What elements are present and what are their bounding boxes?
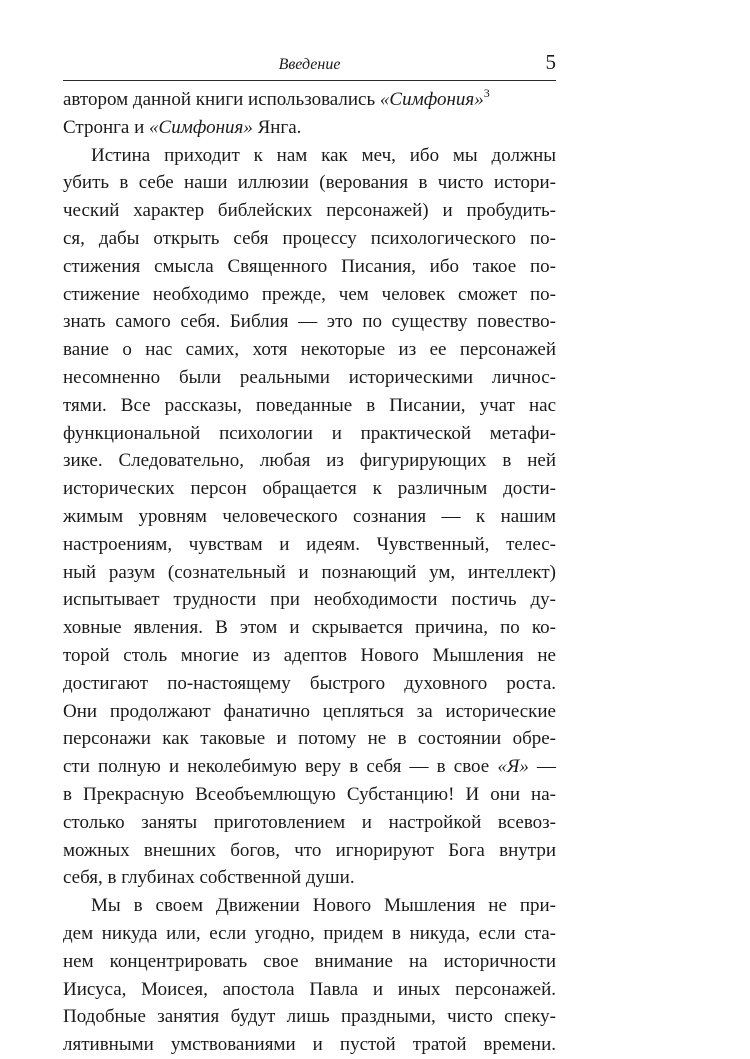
text-segment: испытывает трудности при необходимости постичь ду- [63, 589, 556, 611]
text-line [63, 197, 556, 225]
italic-text: «Я» [497, 756, 529, 778]
text-line [63, 725, 556, 753]
text-segment: торой столь многие из адептов Нового Мышления не [63, 644, 556, 666]
text-line [63, 920, 556, 948]
text-line [63, 559, 556, 587]
text-segment: тями. Все рассказы, поведанные в Писании, учат нас [63, 394, 556, 416]
text-segment: столько заняты приготовлением и настройкой всевоз- [63, 811, 556, 833]
text-line [63, 837, 556, 865]
text-segment: ный разум (сознательный и познающий ум, интеллект) [63, 561, 556, 583]
text-line [63, 753, 556, 781]
text-segment: можных внешних богов, что игнорируют Бога внутри [63, 839, 556, 861]
text-line [63, 614, 556, 642]
text-segment: Иисуса, Моисея, апостола Павла и иных персонажей. [63, 978, 556, 1000]
text-line [63, 1003, 556, 1031]
text-line [63, 142, 556, 170]
text-segment: достигают по-настоящему быстрого духовного роста. [63, 672, 556, 694]
text-segment: стижение необходимо прежде, чем человек сможет по- [63, 283, 556, 305]
text-line [63, 698, 556, 726]
text-line [63, 892, 556, 920]
text-segment: убить в себе наши иллюзии (верования в чисто истори- [63, 172, 556, 194]
text-line [63, 864, 556, 892]
italic-text: «Симфония» [149, 116, 253, 138]
text-segment: нем концентрировать свое внимание на историчности [63, 950, 556, 972]
text-segment: Они продолжают фанатично цепляться за исторические [63, 700, 556, 722]
text-line [63, 809, 556, 837]
text-segment: функциональной психологии и практической метафи- [63, 422, 556, 444]
text-line [63, 114, 556, 142]
text-segment: ся, дабы открыть себя процессу психологического по- [63, 227, 556, 249]
text-line [63, 308, 556, 336]
body-text [63, 86, 556, 1059]
footnote-ref: 3 [483, 86, 490, 100]
text-line [63, 642, 556, 670]
text-segment: несомненно были реальными историческими личнос- [63, 366, 556, 388]
text-line [63, 948, 556, 976]
text-line [63, 420, 556, 448]
text-segment: стижения смысла Священного Писания, ибо такое по- [63, 255, 556, 277]
text-line [63, 392, 556, 420]
text-segment: дем никуда или, если угодно, придем в никуда, если ста- [63, 922, 556, 944]
text-line [63, 447, 556, 475]
text-line [63, 364, 556, 392]
text-segment: знать самого себя. Библия — это по существу повество- [63, 311, 556, 333]
text-segment: сти полную и неколебимую веру в себя — в свое [63, 756, 498, 778]
text-line [63, 281, 556, 309]
text-segment: Янга. [252, 116, 302, 138]
text-line [63, 1031, 556, 1059]
text-line [63, 670, 556, 698]
text-segment: в Прекрасную Всеобъемлющую Субстанцию! И они на- [63, 783, 556, 805]
text-segment: вание о нас самих, хотя некоторые из ее персонажей [63, 339, 556, 361]
italic-text: «Симфония» [379, 89, 484, 110]
text-line [63, 586, 556, 614]
text-line [63, 225, 556, 253]
text-line [63, 503, 556, 531]
text-segment: автором данной книги использовались [63, 89, 380, 110]
text-segment: жимым уровням человеческого сознания — к нашим [63, 505, 556, 527]
text-segment: персонажи как таковые и потому не в состоянии обре- [63, 728, 556, 750]
text-segment: ческий характер библейских персонажей) и пробудить- [63, 200, 556, 222]
text-line [63, 976, 556, 1004]
text-segment: лятивными умствованиями и пустой тратой времени. [63, 1034, 556, 1056]
text-line [63, 531, 556, 559]
text-line [63, 475, 556, 503]
text-line [63, 336, 556, 364]
text-segment: Стронга и [63, 116, 150, 138]
text-segment: — [528, 756, 557, 778]
text-line [63, 169, 556, 197]
text-segment: Подобные занятия будут лишь праздными, чисто спеку- [63, 1006, 556, 1028]
text-segment: зике. Следовательно, любая из фигурирующих в ней [63, 450, 556, 472]
header-rule [63, 80, 556, 81]
text-segment: ховные явления. В этом и скрывается причина, по ко- [63, 617, 556, 639]
text-segment: исторических персон обращается к различным дости- [63, 478, 556, 500]
running-header [63, 50, 556, 80]
page-number: 5 [545, 50, 556, 74]
text-line [63, 781, 556, 809]
text-segment: Истина приходит к нам как меч, ибо мы должны [91, 144, 556, 166]
text-line [63, 86, 556, 114]
text-segment: себя, в глубинах собственной души. [63, 867, 355, 889]
text-line [63, 253, 556, 281]
text-segment: настроениям, чувствам и идеям. Чувственный, телес- [63, 533, 556, 555]
chapter-title: Введение [278, 56, 341, 73]
text-segment: Мы в своем Движении Нового Мышления не при- [91, 895, 556, 917]
